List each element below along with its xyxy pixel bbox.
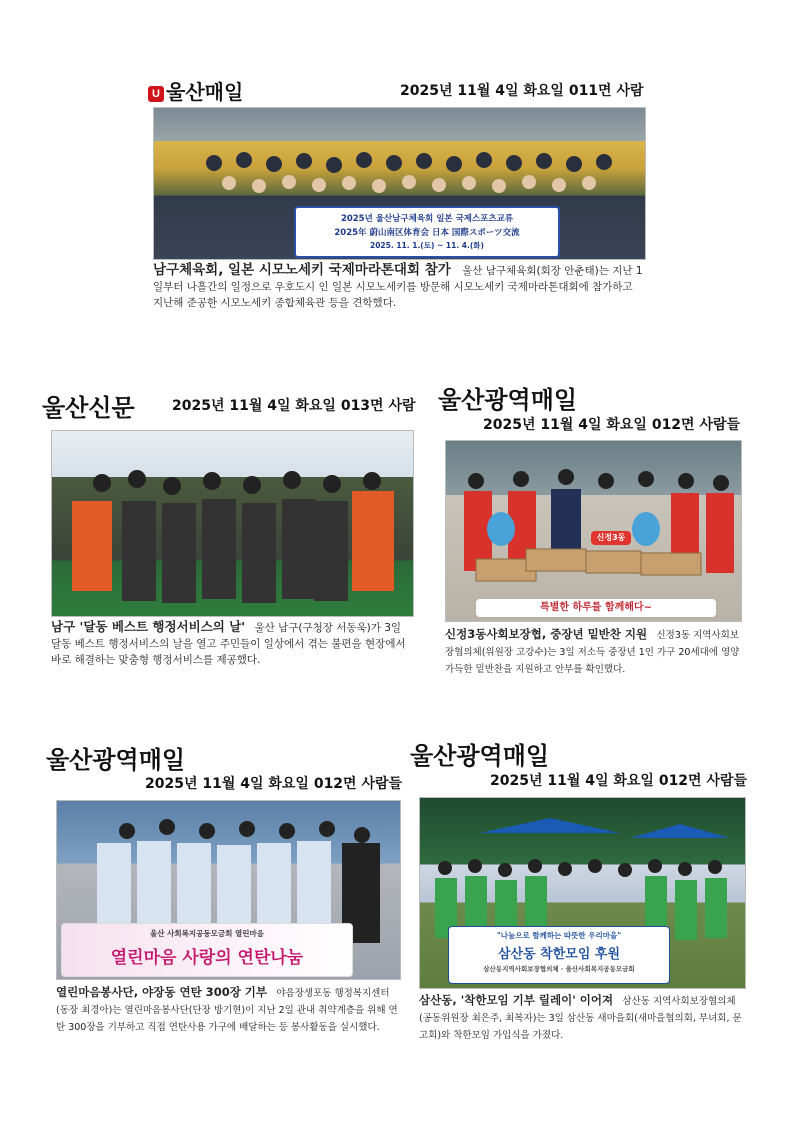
banner-line-1: 2025년 울산남구체육회 일본 국제스포츠교류 bbox=[340, 214, 514, 224]
banner-line-2: 2025年 蔚山南区体育会 日本 国際スポーツ交流 bbox=[334, 228, 520, 238]
clip-caption bbox=[56, 984, 401, 1036]
banner-slogan: "나눔으로 함께하는 따뜻한 우리마을" bbox=[496, 931, 622, 940]
dateline: 2025년 11월 4일 화요일 011면 사람 bbox=[400, 83, 644, 99]
banner-sponsors: 울산 사회복지공동모금회 열린마음 bbox=[150, 929, 264, 938]
clip-caption bbox=[153, 262, 644, 311]
event-banner bbox=[61, 923, 353, 977]
event-banner bbox=[448, 926, 670, 984]
headline: 삼산동, '착한모임 기부 릴레이' 이어져 bbox=[419, 993, 614, 1007]
clip-caption bbox=[51, 619, 412, 668]
event-banner bbox=[294, 206, 560, 258]
clip-caption bbox=[445, 626, 741, 678]
banner-title: 삼산동 착한모임 후원 bbox=[497, 947, 621, 962]
article-body: 야음장생포동 행정복지센터(동장 최경아)는 열린마음봉사단(단장 방기현)이 지난 2일 관내 취약계층을 위해 연탄 300장을 기부하고 직접 연탄사용 가구에 배달하는 등 봉사활동을 실시했다. bbox=[56, 988, 398, 1033]
masthead-ulsan-maeil bbox=[148, 76, 243, 105]
ulsan-maeil-logo-icon: U bbox=[148, 86, 164, 102]
article-body: 울산 남구체육회(회장 안춘태)는 지난 1일부터 나흘간의 일정으로 우호도시 인 일본 시모노세키를 방문해 시모노세키 국제마라톤대회에 참가하고 지난해 준공한 시모노세키 종합체육관 등을 견학했다. bbox=[153, 265, 643, 309]
sinjeong-sign: 신정3동 bbox=[591, 531, 631, 545]
masthead-ulsan-gwangyeok-maeil: 울산광역매일 bbox=[46, 746, 186, 774]
banner-line-3: 2025. 11. 1.(토) ~ 11. 4.(화) bbox=[370, 241, 484, 250]
masthead-ulsan-shinmun: 울산신문 bbox=[42, 393, 135, 422]
dateline: 2025년 11월 4일 화요일 013면 사람 bbox=[172, 398, 416, 414]
dateline: 2025년 11월 4일 화요일 012면 사람들 bbox=[483, 417, 741, 433]
group-photo-dal-dong bbox=[51, 430, 414, 617]
headline: 열린마음봉사단, 야장동 연탄 300장 기부 bbox=[56, 985, 268, 999]
event-banner: 특별한 하루를 함께해다~ bbox=[476, 599, 716, 617]
group-photo-marathon bbox=[153, 107, 646, 260]
dateline: 2025년 11월 4일 화요일 012면 사람들 bbox=[145, 776, 403, 792]
masthead-text: 울산매일 bbox=[166, 80, 244, 104]
clip-caption bbox=[419, 992, 747, 1044]
group-photo-yeontan bbox=[56, 800, 401, 980]
group-photo-samsan-dong bbox=[419, 797, 746, 989]
banner-sponsors: 삼산동지역사회보장협의체 · 울산사회복지공동모금회 bbox=[483, 965, 635, 973]
masthead-ulsan-gwangyeok-maeil: 울산광역매일 bbox=[438, 386, 578, 414]
banner-title: 열린마음 사랑의 연탄나눔 bbox=[110, 948, 304, 968]
group-photo-sinjeong3-dong bbox=[445, 440, 742, 622]
masthead-ulsan-gwangyeok-maeil: 울산광역매일 bbox=[410, 742, 550, 770]
headline: 남구체육회, 일본 시모노세키 국제마라톤대회 참가 bbox=[153, 262, 451, 278]
article-body: 삼산동 지역사회보장협의체(공동위원장 최은주, 최복자)는 3일 삼산동 새마을회(새마을협의회, 부녀회, 문고회)와 착한모임 가입식을 가졌다. bbox=[419, 996, 742, 1041]
article-body: 신정3동 지역사회보장협의체(위원장 고강수)는 3일 저소득 중장년 1인 가구 20세대에 영양 가득한 밑반찬을 지원하고 안부를 확인했다. bbox=[445, 630, 740, 675]
crowd-illustration bbox=[52, 431, 413, 616]
headline: 남구 '달동 베스트 행정서비스의 날' bbox=[51, 619, 246, 634]
article-body: 울산 남구(구청장 서동욱)가 3일 달동 베스트 행정서비스의 날을 열고 주민들이 일상에서 겪는 불편을 현장에서 바로 해결하는 맞춤형 행정서비스를 제공했다. bbox=[51, 622, 406, 666]
headline: 신정3동사회보장협, 중장년 밑반찬 지원 bbox=[445, 627, 648, 641]
dateline: 2025년 11월 4일 화요일 012면 사람들 bbox=[490, 773, 748, 789]
